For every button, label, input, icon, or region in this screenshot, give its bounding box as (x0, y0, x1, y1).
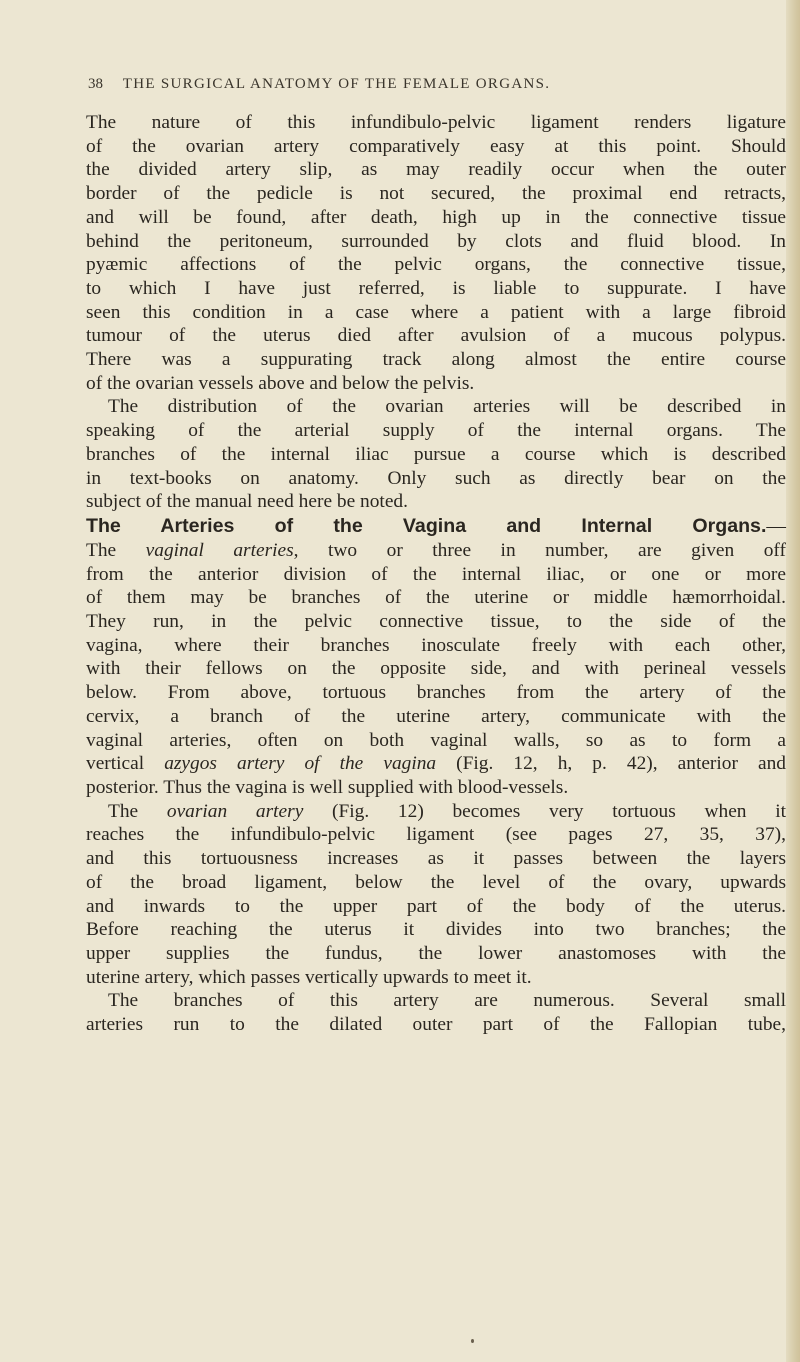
text-line (86, 966, 786, 990)
text-line (86, 705, 786, 729)
text-segment: of the ovarian artery comparatively easy at this point. Should (86, 135, 786, 157)
text-segment: pyæmic affections of the pelvic organs, the connective tissue, (86, 254, 786, 276)
text-segment: vagina, where their branches inosculate freely with each other, (86, 634, 786, 656)
heading-dash: — (766, 515, 786, 537)
text-segment: speaking of the arterial supply of the internal organs. The (86, 420, 786, 442)
text-segment: and will be found, after death, high up in the connective tissue (86, 206, 786, 228)
text-segment: cervix, a branch of the uterine artery, communicate with the (86, 705, 786, 727)
italic-term: ovarian artery (166, 800, 304, 822)
running-header (88, 76, 788, 93)
text-line (86, 681, 786, 705)
text-line (86, 800, 786, 824)
text-line (86, 135, 786, 159)
italic-term: azygos artery of the vagina (164, 753, 437, 775)
text-line (86, 514, 786, 539)
text-line (86, 301, 786, 325)
text-segment: below. From above, tortuous branches from the artery of the (86, 682, 786, 704)
text-segment: reaches the infundibulo-pelvic ligament (see pages 27, 35, 37), (86, 824, 786, 846)
text-line (86, 490, 786, 514)
text-line (86, 634, 786, 658)
section-heading: The Arteries of the Vagina and Internal Organs. (86, 514, 767, 537)
text-segment: The (108, 800, 167, 822)
text-segment: Before reaching the uterus it divides into two branches; the (86, 919, 786, 941)
text-line (86, 895, 786, 919)
text-line (86, 1013, 786, 1037)
text-segment: The (86, 539, 146, 561)
text-line (86, 182, 786, 206)
text-line (86, 158, 786, 182)
text-line (86, 206, 786, 230)
text-line (86, 918, 786, 942)
text-segment: and this tortuousness increases as it passes between the layers (86, 848, 786, 870)
text-line (86, 586, 786, 610)
text-line (86, 324, 786, 348)
text-segment: subject of the manual need here be noted. (86, 491, 408, 513)
text-segment: (Fig. 12, h, p. 42), anterior and (436, 753, 786, 775)
text-segment: posterior. Thus the vagina is well supplied with blood-vessels. (86, 776, 569, 798)
text-line (86, 419, 786, 443)
text-segment: vaginal arteries, often on both vaginal walls, so as to form a (86, 729, 786, 751)
text-segment: from the anterior division of the internal iliac, or one or more (86, 563, 786, 585)
text-segment: (Fig. 12) becomes very tortuous when it (303, 800, 786, 822)
body-text (86, 111, 786, 1037)
text-line (86, 989, 786, 1013)
text-segment: border of the pedicle is not secured, the proximal end retracts, (86, 183, 786, 205)
text-segment: of the ovarian vessels above and below the pelvis. (86, 372, 475, 394)
text-segment: branches of the internal iliac pursue a course which is described (86, 443, 786, 465)
text-line (86, 563, 786, 587)
text-line (86, 729, 786, 753)
text-line (86, 372, 786, 396)
text-line (86, 823, 786, 847)
text-segment: and inwards to the upper part of the body of the uterus. (86, 895, 786, 917)
text-line (86, 230, 786, 254)
speck (471, 1339, 474, 1343)
text-line (86, 348, 786, 372)
running-title: THE SURGICAL ANATOMY OF THE FEMALE ORGANS. (122, 76, 551, 92)
page-edge (786, 0, 800, 1362)
text-segment: behind the peritoneum, surrounded by clots and fluid blood. In (86, 230, 786, 252)
text-segment: tumour of the uterus died after avulsion of a mucous polypus. (86, 325, 786, 347)
text-segment: to which I have just referred, is liable to suppurate. I have (86, 277, 786, 299)
text-line (86, 539, 786, 563)
text-line (86, 253, 786, 277)
text-line (86, 752, 786, 776)
text-segment: uterine artery, which passes vertically upwards to meet it. (86, 966, 532, 988)
text-segment: The nature of this infundibulo-pelvic ligament renders ligature (86, 112, 786, 133)
text-line (86, 111, 786, 135)
text-line (86, 657, 786, 681)
text-segment: The branches of this artery are numerous. Several small (108, 990, 786, 1012)
text-line (86, 776, 786, 800)
text-segment: the divided artery slip, as may readily occur when the outer (86, 159, 786, 181)
text-segment: with their fellows on the opposite side, and with perineal vessels (86, 658, 786, 680)
text-segment: upper supplies the fundus, the lower anastomoses with the (86, 942, 786, 964)
text-line (86, 395, 786, 419)
text-line (86, 847, 786, 871)
italic-term: vaginal arteries (145, 539, 294, 561)
text-line (86, 610, 786, 634)
text-segment: of them may be branches of the uterine or middle hæmorrhoidal. (86, 587, 786, 609)
text-segment: seen this condition in a case where a patient with a large fibroid (86, 301, 786, 323)
text-segment: arteries run to the dilated outer part of the Fallopian tube, (86, 1014, 786, 1036)
text-segment: They run, in the pelvic connective tissue, to the side of the (86, 611, 786, 633)
page-number: 38 (88, 76, 103, 92)
text-segment: The distribution of the ovarian arteries will be described in (108, 396, 786, 418)
text-line (86, 443, 786, 467)
text-segment: vertical (86, 753, 165, 775)
text-line (86, 942, 786, 966)
text-segment: There was a suppurating track along almost the entire course (86, 349, 786, 371)
text-line (86, 277, 786, 301)
text-line (86, 871, 786, 895)
text-line (86, 467, 786, 491)
text-segment: of the broad ligament, below the level of the ovary, upwards (86, 871, 786, 893)
text-segment: , two or three in number, are given off (293, 539, 786, 561)
text-segment: in text-books on anatomy. Only such as directly bear on the (86, 467, 786, 489)
